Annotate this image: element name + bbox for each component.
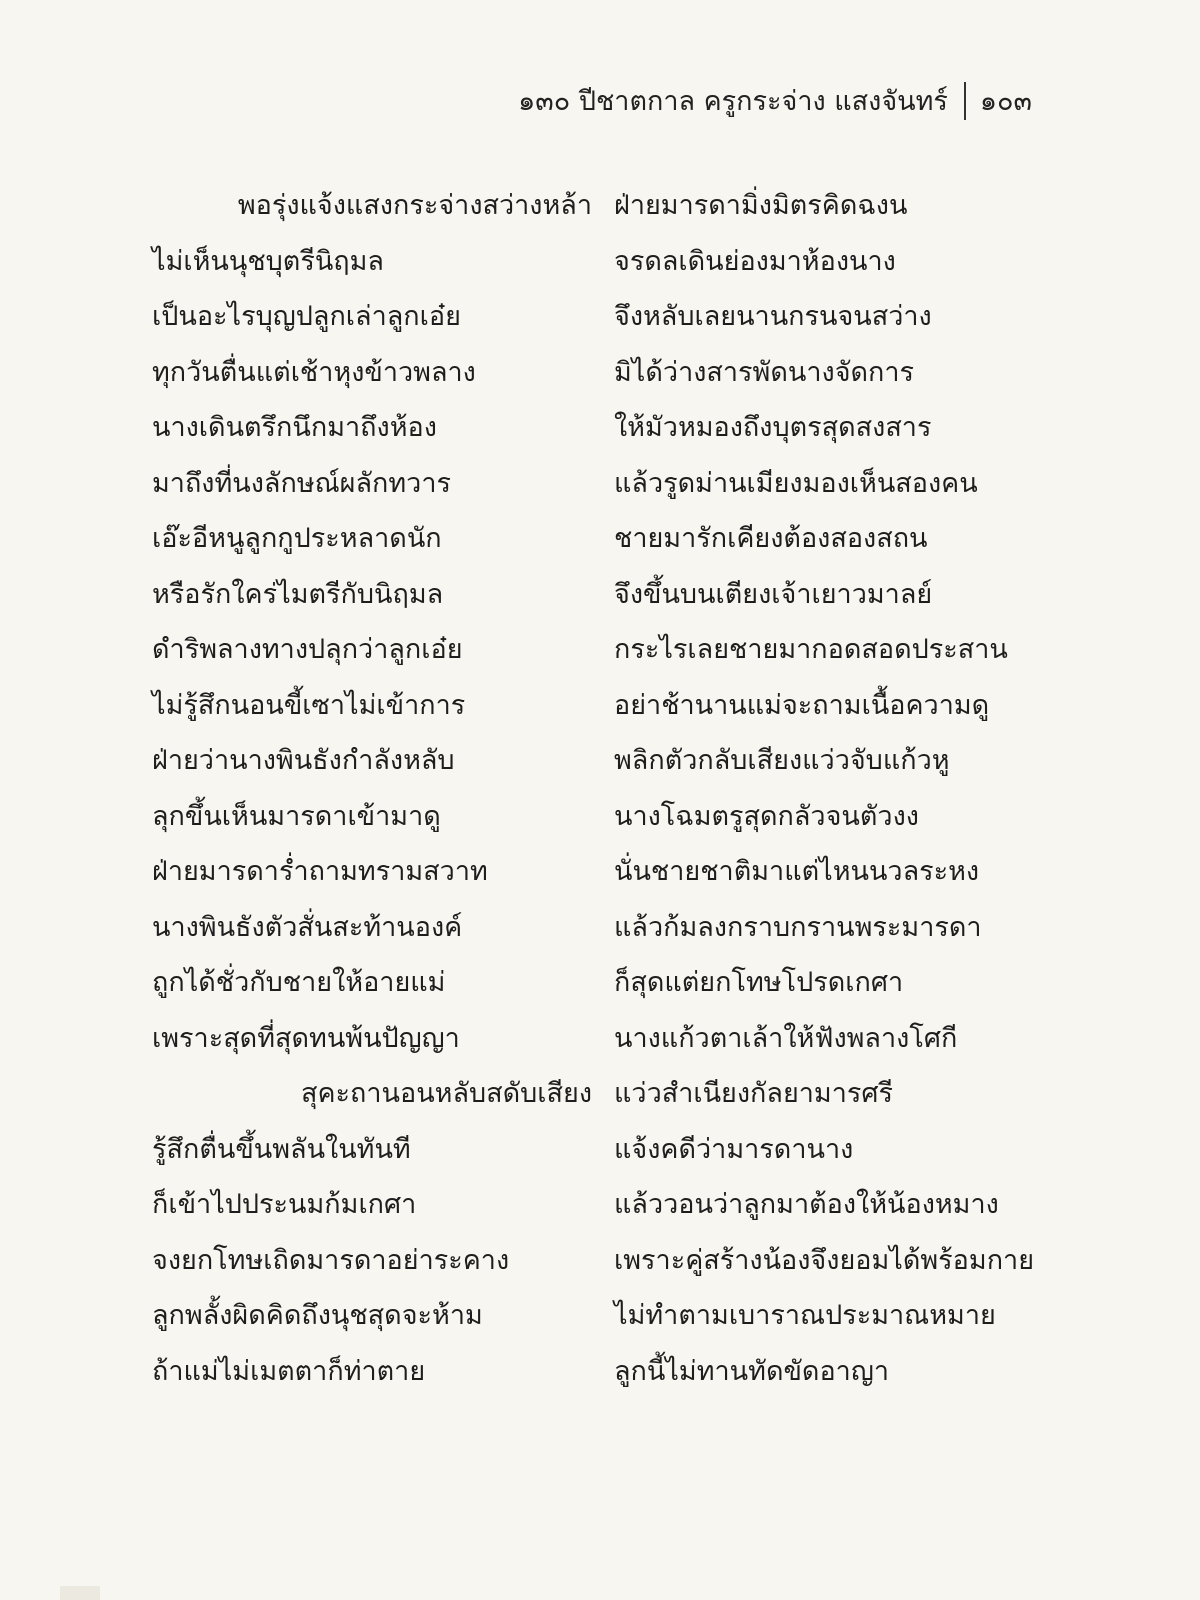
verse-left: ก็เข้าไปประนมก้มเกศา (152, 1189, 417, 1220)
verse-line (0, 400, 1200, 456)
book-title: ๑๓๐ ปีชาตกาล ครูกระจ่าง แสงจันทร์ (518, 85, 948, 117)
verse-right: ลูกนี้ไม่ทานทัดขัดอาญา (614, 1355, 890, 1387)
verse-left: ลูกพลั้งผิดคิดถึงนุชสุดจะห้าม (152, 1300, 483, 1331)
verse-right: ไม่ทำตามเบาราณประมาณหมาย (614, 1300, 996, 1331)
verse-left: ฝ่ายว่านางพินธังกำลังหลับ (152, 745, 455, 776)
verse-line (0, 289, 1200, 345)
verse-right: อย่าช้านานแม่จะถามเนื้อความดู (614, 689, 990, 721)
verse-line (0, 733, 1200, 789)
verse-left: รู้สึกตื่นขึ้นพลันในทันที (152, 1133, 411, 1165)
running-header (518, 82, 1032, 120)
verse-left: พอรุ่งแจ้งแสงกระจ่างสว่างหล้า (237, 190, 592, 221)
verse-left: ลุกขึ้นเห็นมารดาเข้ามาดู (152, 800, 441, 832)
verse-right: พลิกตัวกลับเสียงแว่วจับแก้วหู (614, 745, 950, 776)
verse-right: ฝ่ายมารดามิ่งมิตรคิดฉงน (614, 190, 908, 221)
verse-right: เพราะคู่สร้างน้องจึงยอมได้พร้อมกาย (614, 1244, 1035, 1276)
verse-right: จรดลเดินย่องมาห้องนาง (614, 245, 896, 277)
verse-left: เอ๊ะอีหนูลูกกูประหลาดนัก (152, 523, 442, 554)
verse-line (0, 678, 1200, 734)
verse-right: ให้มัวหมองถึงบุตรสุดสงสาร (614, 412, 932, 443)
verse-right: แว่วสำเนียงกัลยามารศรี (614, 1078, 894, 1109)
verse-right: แล้วรูดม่านเมียงมองเห็นสองคน (614, 467, 978, 499)
header-divider (964, 82, 966, 120)
verse-left: จงยกโทษเถิดมารดาอย่าระคาง (152, 1244, 510, 1276)
verse-right: แล้วก้มลงกราบกรานพระมารดา (614, 911, 982, 943)
verse-right: นั่นชายชาติมาแต่ไหนนวลระหง (614, 856, 980, 887)
verse-left: ถูกได้ชั่วกับชายให้อายแม่ (152, 967, 446, 998)
verse-line (0, 622, 1200, 678)
verse-right: แจ้งคดีว่ามารดานาง (614, 1133, 854, 1165)
page-edge-shadow (60, 1586, 100, 1600)
verse-line (0, 900, 1200, 956)
verse-left: ไม่รู้สึกนอนขี้เซาไม่เข้าการ (152, 689, 466, 721)
verse-line (0, 511, 1200, 567)
verse-line (0, 178, 1200, 234)
poem-body (0, 178, 1200, 1399)
verse-line (0, 234, 1200, 290)
verse-line (0, 1288, 1200, 1344)
verse-line (0, 1177, 1200, 1233)
verse-line (0, 1344, 1200, 1400)
verse-right: นางแก้วตาเล้าให้ฟังพลางโศกี (614, 1022, 958, 1054)
verse-line (0, 789, 1200, 845)
verse-line (0, 456, 1200, 512)
verse-left: เป็นอะไรบุญปลูกเล่าลูกเอ๋ย (152, 301, 461, 332)
verse-line (0, 955, 1200, 1011)
verse-line (0, 844, 1200, 900)
verse-line (0, 567, 1200, 623)
verse-right: นางโฉมตรูสุดกลัวจนตัวงง (614, 800, 919, 832)
verse-left: หรือรักใคร่ไมตรีกับนิฤมล (152, 578, 444, 610)
verse-left: เพราะสุดที่สุดทนพ้นปัญญา (152, 1022, 460, 1054)
verse-line (0, 1122, 1200, 1178)
verse-left: มาถึงที่นงลักษณ์ผลักทวาร (152, 467, 452, 499)
verse-left: นางเดินตรึกนึกมาถึงห้อง (152, 412, 437, 443)
verse-right: จึงหลับเลยนานกรนจนสว่าง (614, 301, 932, 332)
verse-right: จึงขึ้นบนเตียงเจ้าเยาวมาลย์ (614, 578, 933, 610)
verse-right: ชายมารักเคียงต้องสองสถน (614, 523, 928, 554)
verse-line (0, 1233, 1200, 1289)
verse-left: ฝ่ายมารดาร่ำถามทรามสวาท (152, 856, 488, 887)
verse-right: มิได้ว่างสารพัดนางจัดการ (614, 356, 915, 388)
verse-line (0, 1066, 1200, 1122)
verse-left: ถ้าแม่ไม่เมตตาก็ท่าตาย (152, 1355, 426, 1387)
verse-right: กระไรเลยชายมากอดสอดประสาน (614, 634, 1008, 665)
page-number: ๑๐๓ (979, 85, 1032, 117)
verse-left: ไม่เห็นนุชบุตรีนิฤมล (152, 245, 384, 277)
verse-line (0, 345, 1200, 401)
verse-line (0, 1011, 1200, 1067)
verse-right: แล้ววอนว่าลูกมาต้องให้น้องหมาง (614, 1189, 999, 1220)
verse-right: ก็สุดแต่ยกโทษโปรดเกศา (614, 967, 904, 998)
verse-left: ทุกวันตื่นแต่เช้าหุงข้าวพลาง (152, 356, 476, 388)
verse-left: นางพินธังตัวสั่นสะท้านองค์ (152, 911, 463, 943)
verse-left: สุคะถานอนหลับสดับเสียง (300, 1078, 592, 1109)
verse-left: ดำริพลางทางปลุกว่าลูกเอ๋ย (152, 634, 463, 665)
